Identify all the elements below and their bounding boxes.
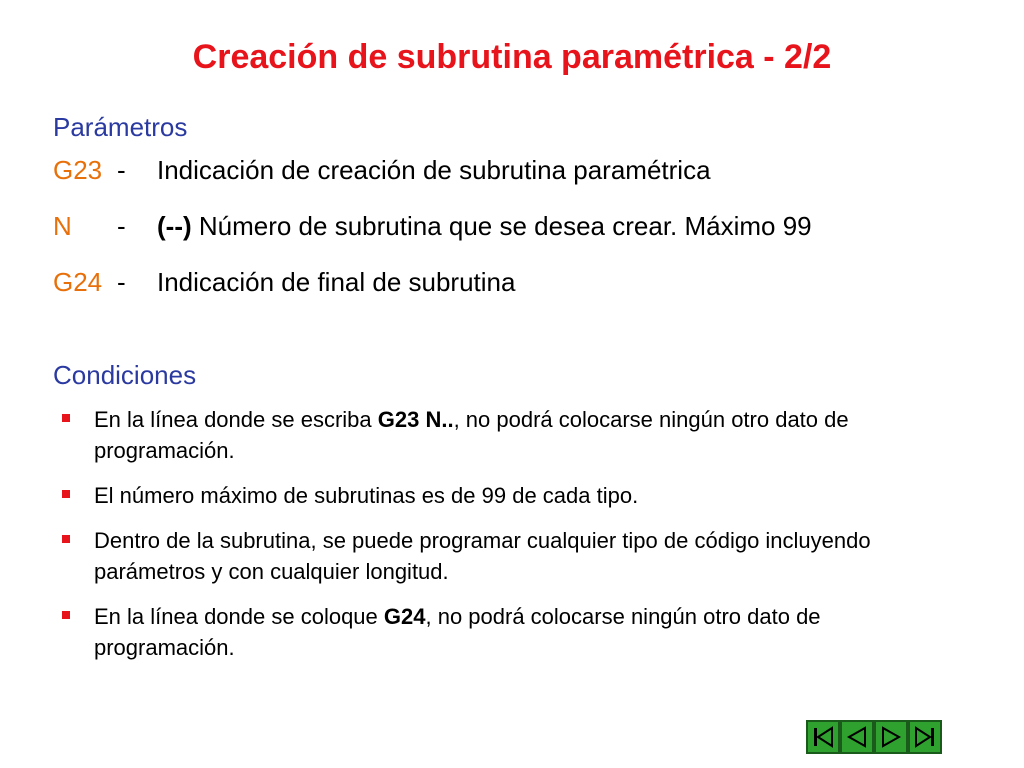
slide-navigation	[806, 720, 942, 754]
condiciones-list	[60, 404, 960, 677]
first-icon	[808, 722, 838, 752]
param-prefix: (--)	[157, 211, 192, 241]
param-description	[157, 211, 812, 242]
param-description	[157, 267, 515, 298]
list-item	[60, 525, 960, 587]
item-text: En la línea donde se escriba	[94, 407, 378, 432]
list-item	[60, 480, 960, 511]
condiciones-heading: Condiciones	[53, 360, 197, 390]
bullet-square-icon	[62, 490, 70, 498]
param-description	[157, 155, 711, 186]
item-text: En la línea donde se coloque	[94, 604, 384, 629]
param-text: Indicación de final de subrutina	[157, 267, 516, 297]
previous-slide-button[interactable]	[840, 720, 874, 754]
param-code: N	[53, 211, 72, 241]
item-text: Dentro de la subrutina, se puede programar cualquier tipo de código incluyendo parámetros y con cualquier longitud.	[94, 528, 871, 584]
list-item	[60, 404, 960, 466]
list-item	[60, 601, 960, 663]
param-code: G24	[53, 267, 103, 297]
last-slide-button[interactable]	[908, 720, 942, 754]
bullet-square-icon	[62, 414, 70, 422]
param-dash: -	[117, 211, 126, 241]
slide-title: Creación de subrutina paramétrica - 2/2	[192, 38, 832, 76]
parametros-heading: Parámetros	[53, 112, 188, 142]
item-bold: G23 N..	[377, 407, 454, 432]
first-slide-button[interactable]	[806, 720, 840, 754]
next-slide-button[interactable]	[874, 720, 908, 754]
param-code: G23	[53, 155, 103, 185]
last-icon	[910, 722, 940, 752]
bullet-square-icon	[62, 611, 70, 619]
param-text: Indicación de creación de subrutina paramétrica	[157, 155, 711, 185]
bullet-square-icon	[62, 535, 70, 543]
param-dash: -	[117, 155, 126, 185]
item-text-after: , no podrá colocarse ningún otro dato de programación.	[94, 604, 821, 660]
item-bold: G24	[383, 604, 426, 629]
next-icon	[876, 722, 906, 752]
param-text: Número de subrutina que se desea crear. Máximo 99	[191, 211, 812, 241]
previous-icon	[842, 722, 872, 752]
param-dash: -	[117, 267, 126, 297]
item-text: El número máximo de subrutinas es de 99 de cada tipo.	[94, 483, 639, 508]
item-text-after: , no podrá colocarse ningún otro dato de programación.	[94, 407, 849, 463]
